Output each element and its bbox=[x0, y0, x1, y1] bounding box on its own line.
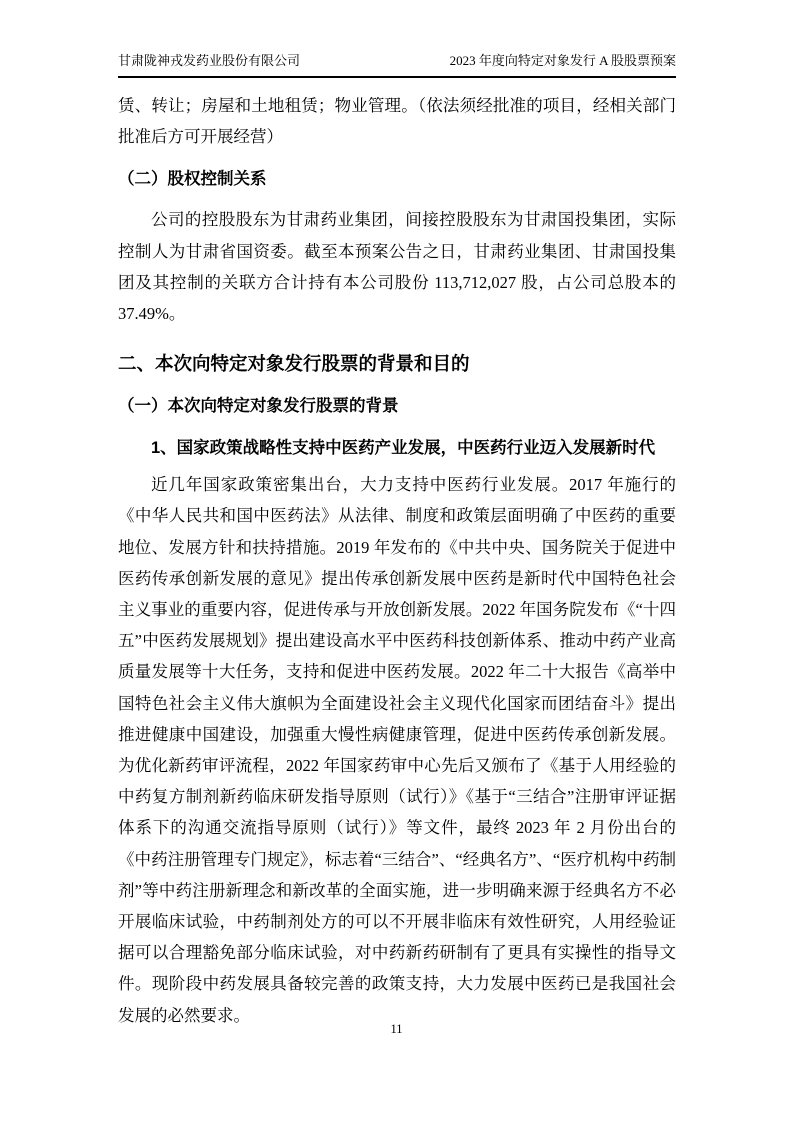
heading-section-two-background-purpose: 二、本次向特定对象发行股票的背景和目的 bbox=[118, 353, 470, 375]
page-header bbox=[118, 52, 676, 78]
paragraph-business-scope-continuation: 赁、转让；房屋和土地租赁；物业管理。（依法须经批准的项目，经相关部门批准后方可开展经营） bbox=[118, 96, 676, 147]
heading-national-policy-support: 1、国家政策战略性支持中医药产业发展，中医药行业迈入发展新时代 bbox=[151, 439, 656, 458]
paragraph-policy-support: 近几年国家政策密集出台，大力支持中医药行业发展。2017 年施行的《中华人民共和国中医药法》从法律、制度和政策层面明确了中医药的重要地位、发展方针和扶持措施。2019 年发布的《中共中央、国务院关于促进中医药传承创新发展的意见》提出传承创新发展中医药是新时代中国特色社会主义事业的重要内容，促进传承与开放创新发展。2022 年国务院发布《“十四五”中医药发展规划》提出建设高水平中医药科技创新体系、推动中药产业高质量发展等十大任务，支持和促进中医药发展。2022 年二十大报告《高举中国特色社会主义伟大旗帜为全面建设社会主义现代化国家而团结奋斗》提出推进健康中国建设，加强重大慢性病健康管理，促进中医药传承创新发展。为优化新药审评流程，2022 年国家药审中心先后又颁布了《基于人用经验的中药复方制剂新药临床研发指导原则（试行）》《基于“三结合”注册审评证据体系下的沟通交流指导原则（试行）》等文件，最终 2023 年 2 月份出台的《中药注册管理专门规定》，标志着“三结合”、“经典名方”、“医疗机构中药制剂”等中药注册新理念和新改革的全面实施，进一步明确来源于经典名方不必开展临床试验，中药制剂处方的可以不开展非临床有效性研究，人用经验证据可以合理豁免部分临床试验，对中药新药研制有了更具有实操性的指导文件。现阶段中药发展具备较完善的政策支持，大力发展中医药已是我国社会发展的必然要求。 bbox=[118, 475, 676, 1025]
page-number: 11 bbox=[390, 1022, 403, 1036]
paragraph-equity-control: 公司的控股股东为甘肃药业集团，间接控股股东为甘肃国投集团，实际控制人为甘肃省国资委。截至本预案公告之日，甘肃药业集团、甘肃国投集团及其控制的关联方合计持有本公司股份 113,712,027 股，占公司总股本的37.49%。 bbox=[118, 210, 676, 324]
heading-issuance-background: （一）本次向特定对象发行股票的背景 bbox=[118, 397, 399, 416]
document-body bbox=[118, 90, 676, 1031]
header-company-name: 甘肃陇神戎发药业股份有限公司 bbox=[118, 53, 301, 68]
heading-equity-control-relationship: （二）股权控制关系 bbox=[118, 170, 267, 189]
header-doc-title: 2023 年度向特定对象发行 A 股股票预案 bbox=[449, 53, 676, 68]
